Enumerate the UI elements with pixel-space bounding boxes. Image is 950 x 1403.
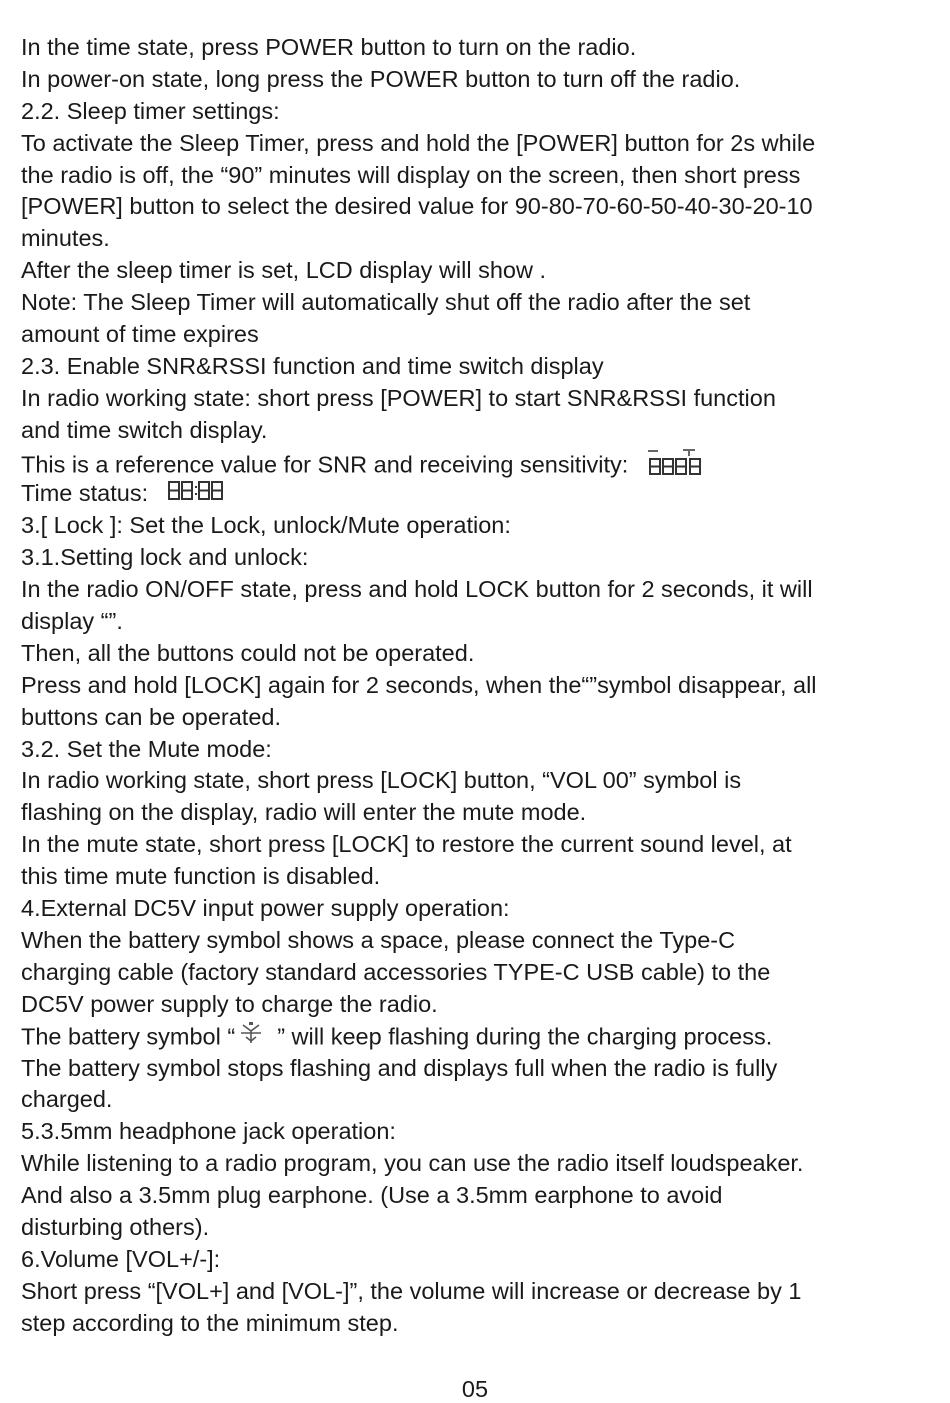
text-line: step according to the minimum step. bbox=[21, 1309, 399, 1336]
text-line: Short press “[VOL+] and [VOL-]”, the volume will increase or decrease by 1 bbox=[21, 1277, 802, 1304]
text-line: Press and hold [LOCK] again for 2 seconds, when the“”symbol disappear, all bbox=[21, 671, 817, 698]
snr-reference-text: This is a reference value for SNR and receiving sensitivity: bbox=[21, 451, 629, 478]
section-heading: 3.[ Lock ]: Set the Lock, unlock/Mute operation: bbox=[21, 512, 511, 539]
time-status-line bbox=[21, 478, 933, 510]
text-line: amount of time expires bbox=[21, 321, 259, 348]
text-line: flashing on the display, radio will enter the mute mode. bbox=[21, 799, 587, 826]
text-line: In the radio ON/OFF state, press and hold LOCK button for 2 seconds, it will bbox=[21, 576, 813, 603]
text-line: To activate the Sleep Timer, press and hold the [POWER] button for 2s while bbox=[21, 129, 816, 156]
text-line: and time switch display. bbox=[21, 416, 268, 443]
text-line: the radio is off, the “90” minutes will display on the screen, then short press bbox=[21, 161, 801, 188]
text-line: minutes. bbox=[21, 225, 110, 252]
battery-line-start: The battery symbol “ bbox=[21, 1023, 236, 1050]
text-line: Note: The Sleep Timer will automatically shut off the radio after the set bbox=[21, 289, 751, 316]
text-line: disturbing others). bbox=[21, 1213, 210, 1240]
snr-reference-line bbox=[21, 447, 933, 479]
text-line: this time mute function is disabled. bbox=[21, 863, 381, 890]
text-line: The battery symbol stops flashing and displays full when the radio is fully bbox=[21, 1054, 778, 1081]
lcd-snr-rssi-icon bbox=[647, 447, 705, 486]
text-line: DC5V power supply to charge the radio. bbox=[21, 990, 438, 1017]
charging-battery-icon bbox=[239, 1021, 263, 1056]
manual-page-text bbox=[21, 32, 933, 1340]
page-number: 05 bbox=[461, 1376, 489, 1402]
section-heading: 5.3.5mm headphone jack operation: bbox=[21, 1118, 396, 1145]
text-line: And also a 3.5mm plug earphone. (Use a 3.5mm earphone to avoid bbox=[21, 1182, 723, 1209]
text-line: In the time state, press POWER button to turn on the radio. bbox=[21, 34, 637, 60]
text-line: charging cable (factory standard accessories TYPE-C USB cable) to the bbox=[21, 958, 771, 985]
battery-symbol-line bbox=[21, 1021, 933, 1053]
battery-line-end: ” will keep flashing during the charging process. bbox=[277, 1023, 773, 1050]
section-heading: 4.External DC5V input power supply operation: bbox=[21, 895, 510, 922]
section-heading: 3.2. Set the Mute mode: bbox=[21, 735, 272, 762]
text-line: buttons can be operated. bbox=[21, 703, 282, 730]
section-heading: 2.3. Enable SNR&RSSI function and time switch display bbox=[21, 352, 604, 379]
text-line: In radio working state: short press [POWER] to start SNR&RSSI function bbox=[21, 384, 776, 411]
text-line: display “”. bbox=[21, 608, 123, 635]
text-line: In power-on state, long press the POWER button to turn off the radio. bbox=[21, 65, 741, 92]
text-line: charged. bbox=[21, 1086, 113, 1113]
text-line: In the mute state, short press [LOCK] to restore the current sound level, at bbox=[21, 831, 792, 858]
text-line: Then, all the buttons could not be operated. bbox=[21, 639, 475, 666]
text-line: In radio working state, short press [LOCK] button, “VOL 00” symbol is bbox=[21, 767, 742, 794]
section-heading: 2.2. Sleep timer settings: bbox=[21, 97, 280, 124]
text-line: After the sleep timer is set, LCD display will show . bbox=[21, 257, 547, 284]
section-heading: 3.1.Setting lock and unlock: bbox=[21, 544, 309, 571]
lcd-time-digits-icon bbox=[167, 479, 227, 512]
text-line: [POWER] button to select the desired value for 90-80-70-60-50-40-30-20-10 bbox=[21, 193, 813, 220]
text-line: While listening to a radio program, you can use the radio itself loudspeaker. bbox=[21, 1150, 804, 1177]
time-status-text: Time status: bbox=[21, 480, 149, 507]
text-line: When the battery symbol shows a space, please connect the Type-C bbox=[21, 926, 736, 953]
section-heading: 6.Volume [VOL+/-]: bbox=[21, 1245, 221, 1272]
